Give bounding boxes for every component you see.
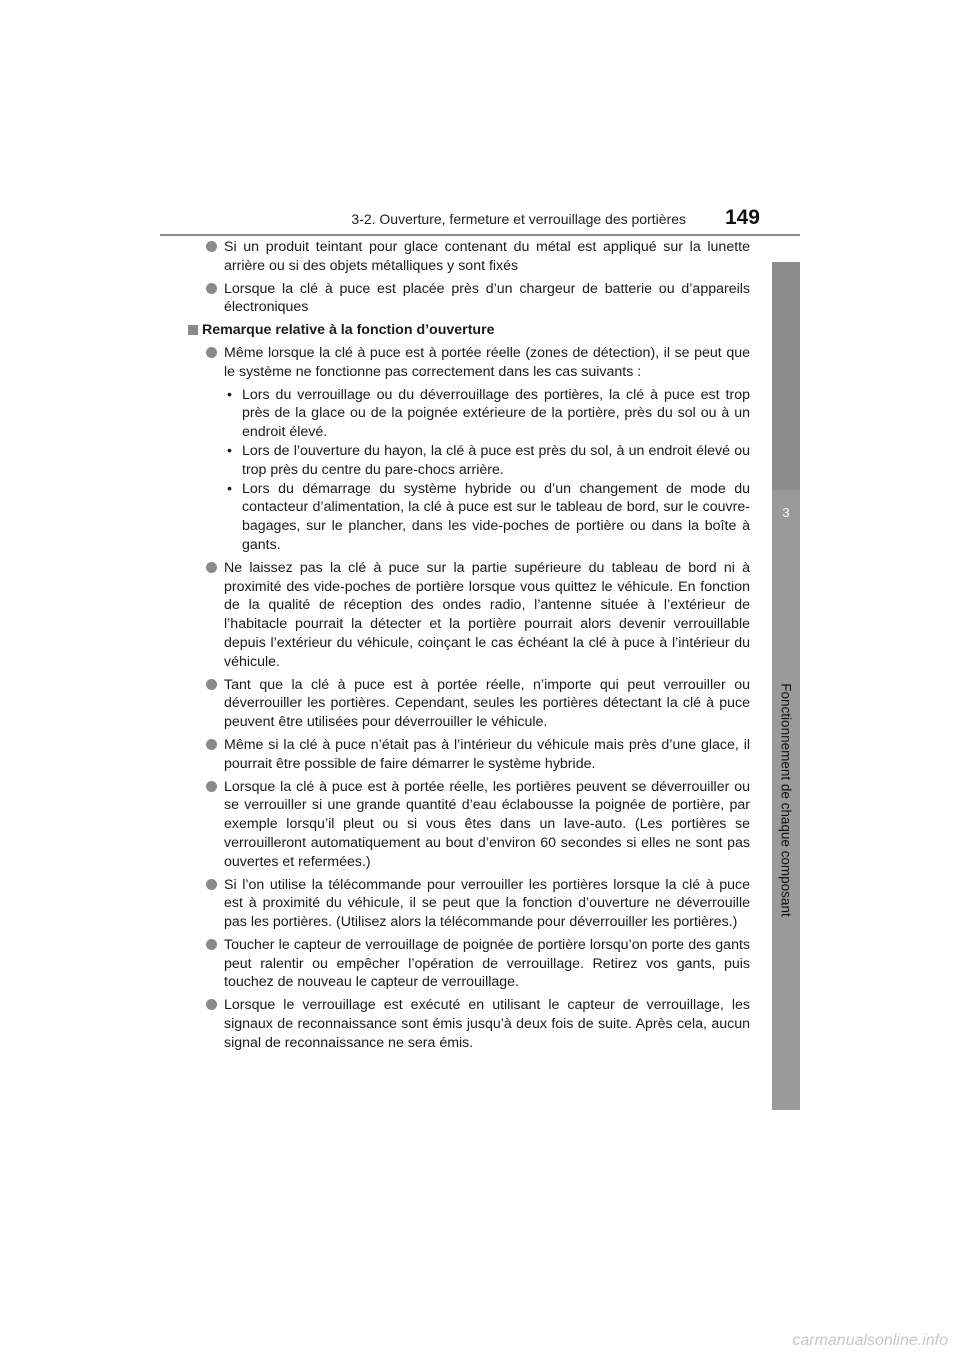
bullet-item xyxy=(206,676,750,732)
sub-list xyxy=(224,386,750,555)
bullet-circle-icon xyxy=(206,562,217,573)
bullet-circle-icon xyxy=(206,939,217,950)
bullet-text: Même si la clé à puce n’était pas à l’intérieur du véhicule mais près d’une glace, il pourrait être possible de faire démarrer le système hybride. xyxy=(224,736,750,772)
sub-item-text: Lors du démarrage du système hybride ou d’un changement de mode du contacteur d’alimentation, la clé à puce est sur le tableau de bord, sur le couvre-bagages, sur le plancher, dans les vide-poches de portière ou dans la boîte à gants. xyxy=(242,480,750,553)
watermark: carmanualsonline.info xyxy=(792,1332,948,1349)
bullet-circle-icon xyxy=(206,739,217,750)
bullet-item xyxy=(206,736,750,774)
bullet-item xyxy=(206,280,750,318)
section-heading xyxy=(188,321,750,340)
bullet-item xyxy=(206,778,750,872)
sub-item-text: Lors du verrouillage ou du déverrouillage des portières, la clé à puce est trop près de la glace ou de la poignée extérieure de la portière, près du sol ou à un endroit élevé. xyxy=(242,386,750,441)
bullet-text: Tant que la clé à puce est à portée réelle, n’importe qui peut verrouiller ou déverrouiller les portières. Cependant, seules les portières détectant la clé à puce peuvent être utilisées pour déverrouiller le véhicule. xyxy=(224,676,750,731)
bullet-item xyxy=(206,238,750,276)
square-bullet-icon xyxy=(188,325,198,335)
bullet-item xyxy=(206,996,750,1052)
sub-list-item xyxy=(226,386,750,442)
bullet-circle-icon xyxy=(206,999,217,1010)
bullet-item xyxy=(206,936,750,992)
sub-item-text: Lors de l’ouverture du hayon, la clé à puce est près du sol, à un endroit élevé ou trop près du centre du pare-chocs arrière. xyxy=(242,442,750,478)
bullet-item xyxy=(206,876,750,932)
chapter-number: 3 xyxy=(782,505,790,520)
dot-icon: • xyxy=(227,480,232,497)
sub-list-item xyxy=(226,480,750,555)
page-number: 149 xyxy=(724,206,760,229)
bullet-text: Toucher le capteur de verrouillage de poignée de portière lorsqu’on porte des gants peut ralentir ou empêcher l’opération de verrouillage. Retirez vos gants, puis touchez de nouveau le capteur de verrouillage. xyxy=(224,936,750,991)
bullet-circle-icon xyxy=(206,241,217,252)
bullet-circle-icon xyxy=(206,879,217,890)
chapter-label: Fonctionnement de chaque composant xyxy=(778,683,794,917)
bullet-text: Si un produit teintant pour glace contenant du métal est appliqué sur la lunette arrière ou si des objets métalliques y sont fixés xyxy=(224,239,750,274)
bullet-text: Lorsque la clé à puce est placée près d’un chargeur de batterie ou d’appareils électroniques xyxy=(224,280,750,316)
bullet-text: Ne laissez pas la clé à puce sur la partie supérieure du tableau de bord ni à proximité des vide-poches de portière lorsque vous quittez le véhicule. En fonction de la qualité de réception des ondes radio, l’antenne située à l’extérieur de l’habitacle pourrait la détecter et la portière pourrait alors devenir verrouillable depuis l’extérieur du véhicule, coinçant le cas échéant la clé à puce à l’intérieur du véhicule. xyxy=(224,559,750,670)
side-tab-bottom-block xyxy=(772,490,800,1110)
bullet-text: Si l’on utilise la télécommande pour verrouiller les portières lorsque la clé à puce est à proximité du véhicule, il se peut que la fonction d’ouverture ne déverrouille pas les portières. (Utilisez alors la télécommande pour déverrouiller les portières.) xyxy=(224,876,750,931)
bullet-text: Même lorsque la clé à puce est à portée réelle (zones de détection), il se peut que le système ne fonctionne pas correctement dans les cas suivants : xyxy=(224,344,750,380)
page-content xyxy=(202,238,750,1057)
bullet-circle-icon xyxy=(206,347,217,358)
bullet-item xyxy=(206,344,750,555)
bullet-item xyxy=(206,559,750,672)
section-title: 3-2. Ouverture, fermeture et verrouillage des portières xyxy=(351,211,686,227)
section-heading-text: Remarque relative à la fonction d’ouverture xyxy=(202,322,495,339)
side-tab-top-block xyxy=(772,262,800,490)
sub-list-item xyxy=(226,442,750,480)
page-header xyxy=(160,200,800,236)
dot-icon: • xyxy=(227,442,232,459)
bullet-circle-icon xyxy=(206,781,217,792)
bullet-text: Lorsque la clé à puce est à portée réelle, les portières peuvent se déverrouiller ou se verrouiller si une grande quantité d’eau éclabousse la poignée de portière, par exemple lorsqu’il pleut ou si vous êtes dans un lave-auto. (Les portières se verrouilleront automatiquement au bout d’environ 60 secondes si elles ne sont pas ouvertes et refermées.) xyxy=(224,778,750,870)
chapter-side-tab xyxy=(772,262,800,1110)
bullet-text: Lorsque le verrouillage est exécuté en utilisant le capteur de verrouillage, les signaux de reconnaissance sont émis jusqu’à deux fois de suite. Après cela, aucun signal de reconnaissance ne sera émis. xyxy=(224,997,750,1051)
bullet-circle-icon xyxy=(206,679,217,690)
bullet-circle-icon xyxy=(206,283,217,294)
dot-icon: • xyxy=(227,386,232,403)
